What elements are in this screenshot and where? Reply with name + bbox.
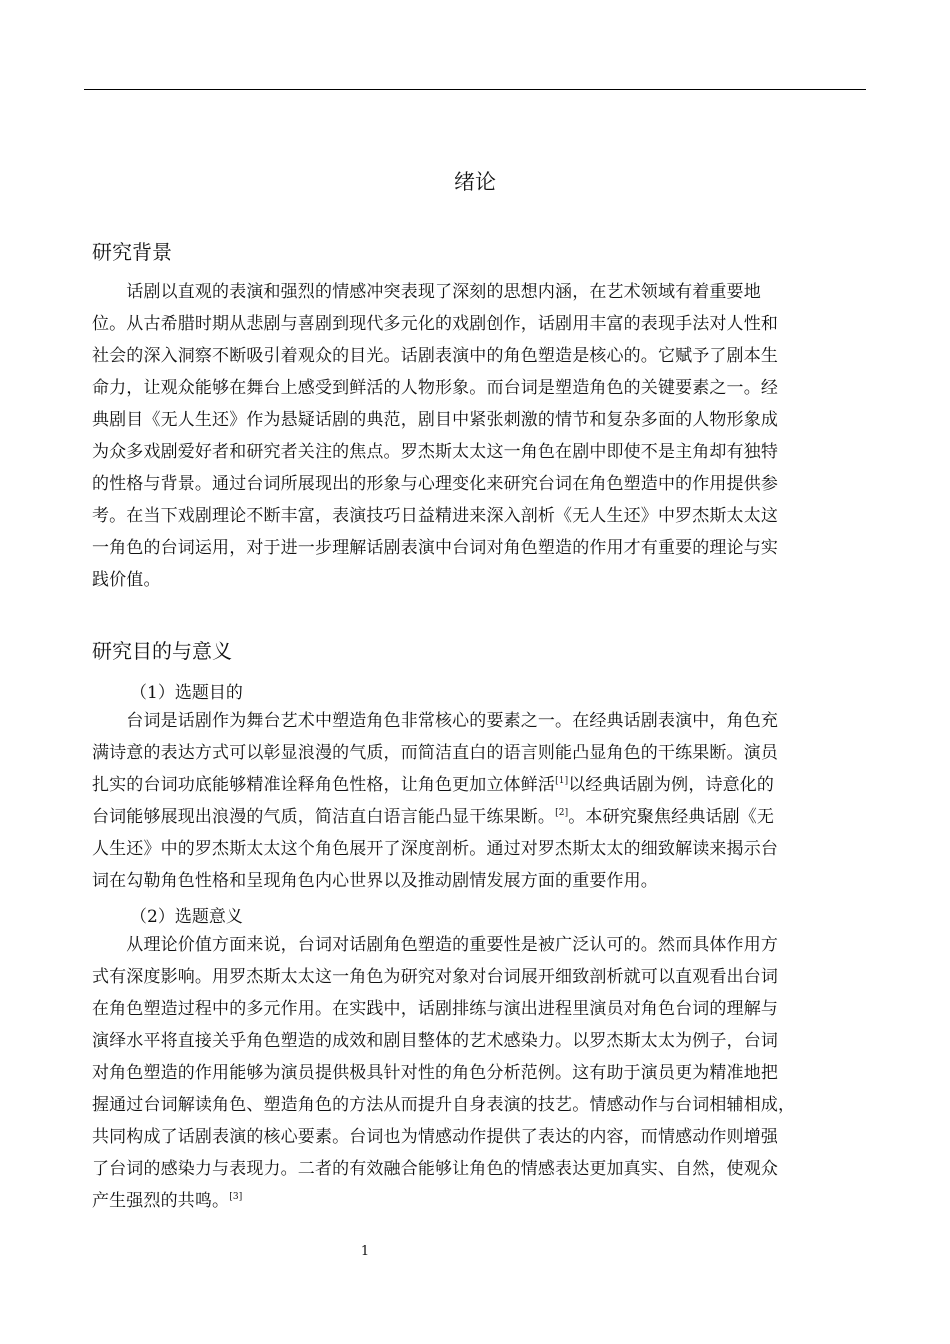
paragraph-line: 典剧目《无人生还》作为悬疑话剧的典范，剧目中紧张刺激的情节和复杂多面的人物形象成 (92, 410, 778, 430)
citation-ref-2[interactable]: [2] (555, 808, 569, 818)
paragraph-line: 握通过台词解读角色、塑造角色的方法从而提升自身表演的技艺。情感动作与台词相辅相成， (92, 1095, 796, 1115)
paragraph-line: 命力，让观众能够在舞台上感受到鲜活的人物形象。而台词是塑造角色的关键要素之一。经 (92, 378, 778, 398)
paragraph-line (92, 769, 862, 801)
paragraph-line: 共同构成了话剧表演的核心要素。台词也为情感动作提供了表达的内容，而情感动作则增强 (92, 1127, 778, 1147)
text-run: 扎实的台词功底能够精准诠释角色性格，让角色更加立体鲜活 (92, 775, 556, 795)
paragraph-line: 演绎水平将直接关乎角色塑造的成效和剧目整体的艺术感染力。以罗杰斯太太为例子，台词 (92, 1031, 778, 1051)
paragraph-line: 位。从古希腊时期从悲剧与喜剧到现代多元化的戏剧创作，话剧用丰富的表现手法对人性和 (92, 314, 778, 334)
paragraph-line: 了台词的感染力与表现力。二者的有效融合能够让角色的情感表达更加真实、自然，使观众 (92, 1159, 778, 1179)
paragraph-line (92, 801, 862, 833)
header-rule (84, 89, 866, 90)
paragraph-line: 的性格与背景。通过台词所展现出的形象与心理变化来研究台词在角色塑造中的作用提供参 (92, 474, 778, 494)
paragraph-line: 词在勾勒角色性格和呈现角色内心世界以及推动剧情发展方面的重要作用。 (92, 871, 658, 891)
subsection-label-purpose: （1）选题目的 (130, 683, 243, 703)
text-run: 产生强烈的共鸣。 (92, 1191, 230, 1211)
paragraph-line: 考。在当下戏剧理论不断丰富，表演技巧日益精进来深入剖析《无人生还》中罗杰斯太太这 (92, 506, 778, 526)
paragraph-line: 从理论价值方面来说，台词对话剧角色塑造的重要性是被广泛认可的。然而具体作用方 (92, 935, 778, 955)
subsection-label-significance: （2）选题意义 (130, 907, 243, 927)
paragraph-line: 践价值。 (92, 570, 161, 590)
text-run: 以经典话剧为例，诗意化的 (568, 775, 775, 795)
paragraph-line: 满诗意的表达方式可以彰显浪漫的气质，而简洁直白的语言则能凸显角色的干练果断。演员 (92, 743, 778, 763)
paragraph-line: 式有深度影响。用罗杰斯太太这一角色为研究对象对台词展开细致剖析就可以直观看出台词 (92, 967, 778, 987)
page-number: 1 (360, 1244, 370, 1259)
citation-ref-1[interactable]: [1] (555, 776, 569, 786)
paragraph-line: 人生还》中的罗杰斯太太这个角色展开了深度剖析。通过对罗杰斯太太的细致解读来揭示台 (92, 839, 778, 859)
section-heading-purpose: 研究目的与意义 (92, 639, 232, 663)
paragraph-line: 为众多戏剧爱好者和研究者关注的焦点。罗杰斯太太这一角色在剧中即使不是主角却有独特 (92, 442, 778, 462)
chapter-title: 绪论 (454, 170, 496, 194)
section-heading-background: 研究背景 (92, 240, 172, 264)
citation-ref-3[interactable]: [3] (229, 1192, 243, 1202)
paragraph-line: 话剧以直观的表演和强烈的情感冲突表现了深刻的思想内涵，在艺术领域有着重要地 (92, 282, 761, 302)
purpose-paragraph (92, 705, 862, 897)
significance-paragraph (92, 929, 862, 1217)
background-paragraph (92, 276, 862, 596)
paragraph-line: 在角色塑造过程中的多元作用。在实践中，话剧排练与演出进程里演员对角色台词的理解与 (92, 999, 778, 1019)
text-run: 。本研究聚焦经典话剧《无 (568, 807, 775, 827)
paragraph-line: 台词是话剧作为舞台艺术中塑造角色非常核心的要素之一。在经典话剧表演中，角色充 (92, 711, 778, 731)
text-run: 台词能够展现出浪漫的气质，简洁直白语言能凸显干练果断。 (92, 807, 556, 827)
paragraph-line (92, 1185, 862, 1217)
paragraph-line: 一角色的台词运用，对于进一步理解话剧表演中台词对角色塑造的作用才有重要的理论与实 (92, 538, 778, 558)
paragraph-line: 社会的深入洞察不断吸引着观众的目光。话剧表演中的角色塑造是核心的。它赋予了剧本生 (92, 346, 778, 366)
paragraph-line: 对角色塑造的作用能够为演员提供极具针对性的角色分析范例。这有助于演员更为精准地把 (92, 1063, 778, 1083)
